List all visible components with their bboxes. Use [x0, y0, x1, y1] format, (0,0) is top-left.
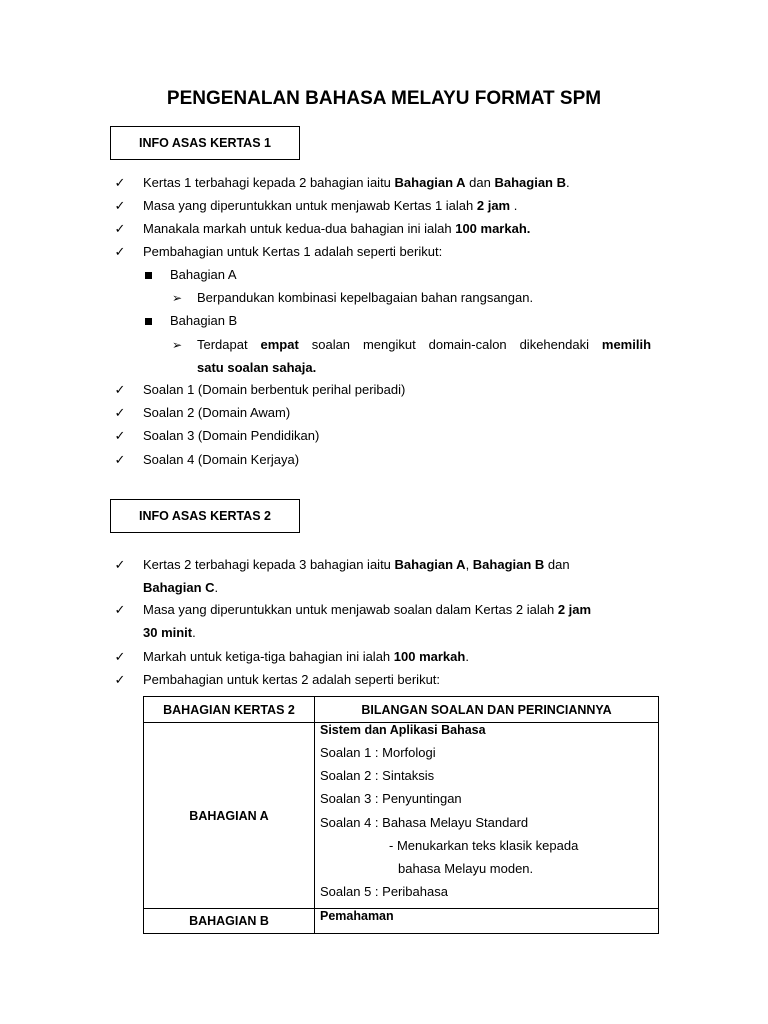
table-row	[144, 723, 659, 909]
kertas1-soalan-4: Soalan 4 (Domain Kerjaya)	[143, 452, 300, 467]
kertas2-line1: Kertas 2 terbahagi kepada 3 bahagian iaitu Bahagian A, Bahagian B dan	[143, 557, 570, 572]
check-icon: ✓	[114, 175, 126, 190]
kertas1-bahagian-a: Bahagian A	[170, 267, 237, 282]
kertas2-line4: Pembahagian untuk kertas 2 adalah seperti berikut:	[143, 672, 441, 687]
table-header-row	[144, 697, 659, 723]
row-a-item: Soalan 5 : Peribahasa	[320, 884, 448, 899]
kertas2-line2-cont: 30 minit.	[143, 625, 196, 640]
check-icon: ✓	[114, 672, 126, 687]
kertas2-heading-box	[110, 499, 300, 533]
kertas1-bahagian-b: Bahagian B	[170, 313, 238, 328]
check-icon: ✓	[114, 221, 126, 236]
row-a-item: Soalan 2 : Sintaksis	[320, 768, 435, 783]
row-a-item: Soalan 1 : Morfologi	[320, 745, 436, 760]
check-icon: ✓	[114, 428, 126, 443]
kertas2-line3: Markah untuk ketiga-tiga bahagian ini ialah 100 markah.	[143, 649, 469, 664]
arrow-bullet-icon: ➢	[172, 291, 183, 305]
row-a-label: BAHAGIAN A	[144, 723, 315, 909]
row-a-detail	[315, 723, 659, 909]
check-icon: ✓	[114, 405, 126, 420]
check-icon: ✓	[114, 244, 126, 259]
kertas1-heading-box	[110, 126, 300, 160]
kertas1-line2: Masa yang diperuntukkan untuk menjawab Kertas 1 ialah 2 jam .	[143, 198, 518, 213]
square-bullet-icon	[145, 272, 152, 279]
kertas1-line4: Pembahagian untuk Kertas 1 adalah seperti berikut:	[143, 244, 443, 259]
row-a-item: bahasa Melayu moden.	[398, 861, 534, 876]
arrow-bullet-icon: ➢	[172, 338, 183, 352]
check-icon: ✓	[114, 382, 126, 397]
table-row	[144, 909, 659, 934]
table-header-bahagian: BAHAGIAN KERTAS 2	[144, 697, 315, 723]
kertas1-heading: INFO ASAS KERTAS 1	[139, 136, 271, 150]
square-bullet-icon	[145, 318, 152, 325]
check-icon: ✓	[114, 198, 126, 213]
kertas1-soalan-2: Soalan 2 (Domain Awam)	[143, 405, 291, 420]
kertas1-bahagian-a-detail: Berpandukan kombinasi kepelbagaian bahan rangsangan.	[197, 290, 534, 305]
kertas1-bahagian-b-detail: Terdapat empat soalan mengikut domain-calon dikehendaki memilih	[197, 337, 652, 352]
table-header-bilangan: BILANGAN SOALAN DAN PERINCIANNYA	[315, 697, 659, 723]
row-b-heading: Pemahaman	[315, 909, 659, 934]
kertas1-line3: Manakala markah untuk kedua-dua bahagian ini ialah 100 markah.	[143, 221, 531, 236]
check-icon: ✓	[114, 557, 126, 572]
page-title: PENGENALAN BAHASA MELAYU FORMAT SPM	[166, 88, 602, 109]
row-a-item: - Menukarkan teks klasik kepada	[389, 838, 579, 853]
row-a-item: Soalan 4 : Bahasa Melayu Standard	[320, 815, 529, 830]
kertas1-soalan-3: Soalan 3 (Domain Pendidikan)	[143, 428, 320, 443]
kertas1-line1: Kertas 1 terbahagi kepada 2 bahagian iaitu Bahagian A dan Bahagian B.	[143, 175, 570, 190]
kertas2-table	[143, 696, 659, 934]
check-icon: ✓	[114, 602, 126, 617]
row-b-label: BAHAGIAN B	[144, 909, 315, 934]
kertas2-heading: INFO ASAS KERTAS 2	[139, 509, 271, 523]
kertas1-bahagian-b-detail-2: satu soalan sahaja.	[197, 360, 317, 375]
check-icon: ✓	[114, 452, 126, 467]
row-a-heading: Sistem dan Aplikasi Bahasa	[320, 723, 486, 737]
row-a-item: Soalan 3 : Penyuntingan	[320, 791, 462, 806]
kertas1-soalan-1: Soalan 1 (Domain berbentuk perihal peribadi)	[143, 382, 406, 397]
check-icon: ✓	[114, 649, 126, 664]
kertas2-line1-cont: Bahagian C.	[143, 580, 219, 595]
kertas2-line2: Masa yang diperuntukkan untuk menjawab soalan dalam Kertas 2 ialah 2 jam	[143, 602, 592, 617]
